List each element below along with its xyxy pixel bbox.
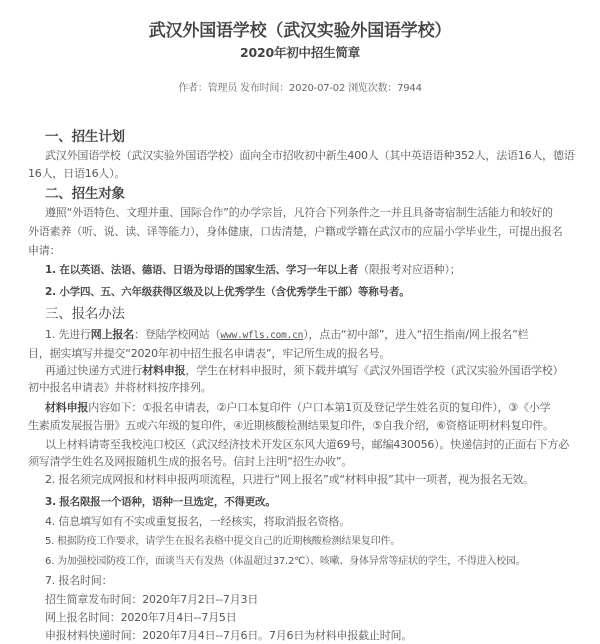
- paragraph-line: 申请：: [28, 244, 61, 257]
- paragraph-line: 遵照“外语特色、文理并重、国际合作”的办学宗旨，凡符合下列条件之一并且具备寄宿制生活能力和较好的: [45, 206, 553, 219]
- page-subtitle: 2020年初中招生简章: [239, 45, 361, 60]
- material-label: 材料申报: [45, 401, 89, 414]
- text: ，学生在材料申报时，须下载并填写《武汉外国语学校（武汉实验外国语学校）: [185, 364, 564, 377]
- section-heading-plan: 一、招生计划: [45, 129, 125, 145]
- condition-item-2: 2. 小学四、五、六年级获得区级及以上优秀学生（含优秀学生干部）等称号者。: [45, 286, 410, 298]
- paragraph-line: [45, 364, 563, 378]
- rule-3: 3. 报名限报一个语种，语种一旦选定，不得更改。: [45, 496, 276, 508]
- paragraph-line: 须写清学生姓名及网报随机生成的报名号。信封上注明“招生办收”。: [28, 455, 353, 468]
- schedule-line: 网上报名时间：2020年7月4日--7月5日: [45, 611, 237, 624]
- condition-bold: 1. 在以英语、法语、德语、日语为母语的国家生活、学习一年以上者: [45, 264, 359, 276]
- paragraph-line: 生素质发展报告册》五或六年级的复印件，④近期核酸检测结果复印件，⑤自我介绍，⑥资格证明材料复印件。: [28, 419, 554, 432]
- schedule-line: 申报材料快递时间：2020年7月4日--7月6日。7月6日为材料申报截止时间。: [45, 629, 413, 642]
- rule-4: 4. 信息填写如有不实或重复报名，一经核实，将取消报名资格。: [45, 515, 350, 528]
- paragraph-line: 初中报名申请表》并将材料按序排列。: [28, 381, 212, 394]
- rule-2: 2. 报名须完成网报和材料申报两项流程，只进行“网上报名”或“材料申报”其中一项者，视为报名无效。: [45, 473, 534, 486]
- paragraph-line: 以上材料请寄至我校沌口校区（武汉经济技术开发区东风大道69号，邮编430056）。快递信封的正面右下方必: [45, 438, 570, 451]
- text: 再通过快递方式进行: [45, 364, 143, 377]
- rule-5: 5. 根据防疫工作要求，请学生在报名表格中提交自己的近期核酸检测结果复印件。: [45, 536, 401, 547]
- section-heading-method: 三、报名办法: [45, 306, 125, 322]
- condition-note: （限报考对应语种）；: [358, 263, 461, 276]
- text: ：登陆学校网站（: [134, 328, 221, 341]
- online-registration-label: 网上报名: [90, 328, 134, 341]
- text: 1. 先进行: [45, 328, 91, 341]
- school-website-link[interactable]: www.wfls.com.cn: [220, 330, 304, 341]
- rule-6: 6. 为加强校园防疫工作，面谈当天有发热（体温超过37.2℃）、咳嗽、身体异常等症状的学生，不得进入校园。: [45, 556, 526, 567]
- text: ），点击“初中部”，进入“招生指南/网上报名”栏: [303, 328, 529, 341]
- paragraph-line: [45, 328, 528, 343]
- condition-item-1: [45, 263, 461, 277]
- rule-7: 7. 报名时间：: [45, 574, 113, 587]
- paragraph-line: [45, 401, 550, 415]
- section-heading-target: 二、招生对象: [45, 186, 125, 202]
- paragraph-line: 武汉外国语学校（武汉实验外国语学校）面向全市招收初中新生400人（其中英语语种352人，法语16人，德语: [45, 149, 575, 162]
- schedule-line: 招生简章发布时间：2020年7月2日--7月3日: [45, 593, 259, 606]
- paragraph-line: 目，据实填写并提交“2020年初中招生报名申请表”，牢记所生成的报名号。: [28, 347, 391, 360]
- text: 内容如下：①报名申请表，②户口本复印件（户口本第1页及登记学生姓名页的复印件），③《小学: [88, 401, 551, 414]
- paragraph-line: 16人，日语16人）。: [28, 167, 126, 180]
- paragraph-line: 外语素养（听、说、读、译等能力），身体健康，口齿清楚，户籍或学籍在武汉市的应届小学毕业生，可提出报名: [28, 225, 563, 238]
- material-label: 材料申报: [142, 364, 186, 377]
- article-meta: 作者：管理员 发布时间：2020-07-02 浏览次数：7944: [178, 83, 422, 94]
- page-title: 武汉外国语学校（武汉实验外国语学校）: [148, 21, 452, 41]
